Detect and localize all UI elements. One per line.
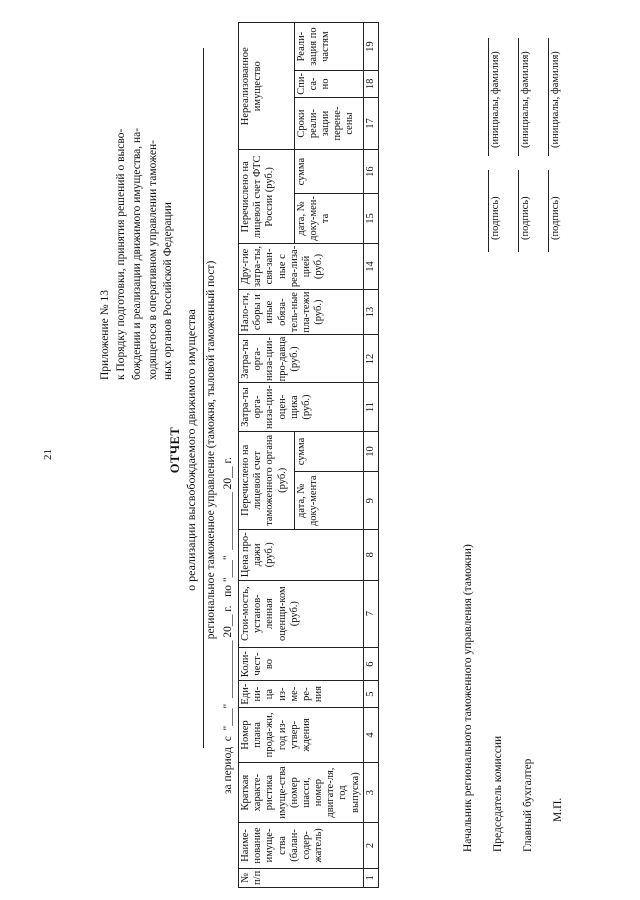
signature-caption: (подпись) [490,196,501,240]
name-line [488,38,489,156]
header-subcell: Спи-са-но [294,71,363,97]
signature-caption: (подпись) [520,196,531,240]
appendix-line: ных органов Российской Федерации [162,202,175,380]
header-cell: Затра-ты орга-низа-ции-оцен-щика (руб.) [239,383,364,431]
signature-line [548,170,549,252]
header-subcell: Сроки реали-зации перене-сены [294,97,363,150]
header-cell: Стои-мость, установ-ленная оценщи-ком (руб.) [239,580,364,647]
header-group-cell: Перечислено на лицевой счет ФТС России (руб.) [239,150,295,244]
column-number: 4 [363,707,378,762]
document-title: ОТЧЕТ [168,426,182,474]
header-subcell: сумма [294,150,363,193]
header-subcell: дата, № доку-мента [294,472,363,530]
header-group-cell: Нереализованное имущество [239,23,295,150]
stamp-label: М.П. [552,797,564,822]
column-number: 3 [363,763,378,823]
header-cell: Нало-ги, сборы и иные обяза-тель-ные пла-тежи (руб.) [239,289,364,335]
header-cell: Коли-чест-во [239,647,364,681]
customs-field-line [203,48,204,748]
header-subcell: сумма [294,431,363,472]
column-number: 2 [363,823,378,869]
report-table [238,22,379,888]
signature-line [488,170,489,252]
header-cell: Цена про-дажи (руб.) [239,530,364,580]
column-number: 1 [363,868,378,887]
column-number: 7 [363,580,378,647]
column-number: 16 [363,150,378,193]
header-cell: Дру-гие затра-ты, свя-зан-ные с реа-лиза-цией (руб.) [239,244,364,290]
name-caption: (инициалы, фамилия) [550,51,561,148]
column-number: 12 [363,335,378,383]
header-cell: Наиме-нование имуще-ства (балан-содер-жатель) [239,823,364,869]
header-cell: Еди-ни-ца из-ме-ре-ния [239,681,364,707]
header-cell: Затра-ты орга-низа-ции-про-давца (руб.) [239,335,364,383]
name-line [548,38,549,156]
column-number: 19 [363,23,378,71]
appendix-note [98,2,177,380]
column-number: 10 [363,431,378,472]
column-number: 6 [363,647,378,681]
report-period: за период с "___" __________ 20__ г. по "___" __________ 20__ г. [222,457,234,794]
header-cell: № п/п [239,868,364,887]
column-number: 18 [363,71,378,97]
signature-label: Начальник регионального таможенного управления (таможни) [462,544,474,852]
column-number: 15 [363,193,378,243]
signature-label: Председатель комиссии [492,735,504,852]
header-group-cell: Перечислено на лицевой счет таможенного органа (руб.) [239,431,295,530]
page-number: 21 [42,449,54,460]
header-cell: Краткая характе-ристика имуще-ства (номер шасси, номер двигате-ля, год выпуска) [239,763,364,823]
header-cell: Номер плана прода-жи, год из-утвер-ждения [239,707,364,762]
name-line [518,38,519,156]
column-number: 17 [363,97,378,150]
column-number: 11 [363,383,378,431]
signature-label: Главный бухгалтер [522,758,534,852]
appendix-line: ходящегося в оперативном управлении таможен- [146,140,159,380]
appendix-line: бождении и реализации движимого имущества, на- [130,127,143,380]
header-subcell: дата, № доку-мен-та [294,193,363,243]
column-number: 14 [363,244,378,290]
column-number: 9 [363,472,378,530]
document-subtitle: о реализации высвобождаемого движимого имущества [184,309,198,591]
appendix-line: к Порядку подготовки, принятия решений о высво- [114,128,127,380]
column-number: 5 [363,681,378,707]
header-subcell: Реали-зация по частям [294,23,363,71]
customs-caption: региональное таможенное управление (таможня, тыловой таможенный пост) [205,260,217,640]
name-caption: (инициалы, фамилия) [490,51,501,148]
column-number: 13 [363,289,378,335]
column-number: 8 [363,530,378,580]
appendix-line: Приложение № 13 [99,290,111,380]
name-caption: (инициалы, фамилия) [520,51,531,148]
signature-line [518,170,519,252]
signature-caption: (подпись) [550,196,561,240]
